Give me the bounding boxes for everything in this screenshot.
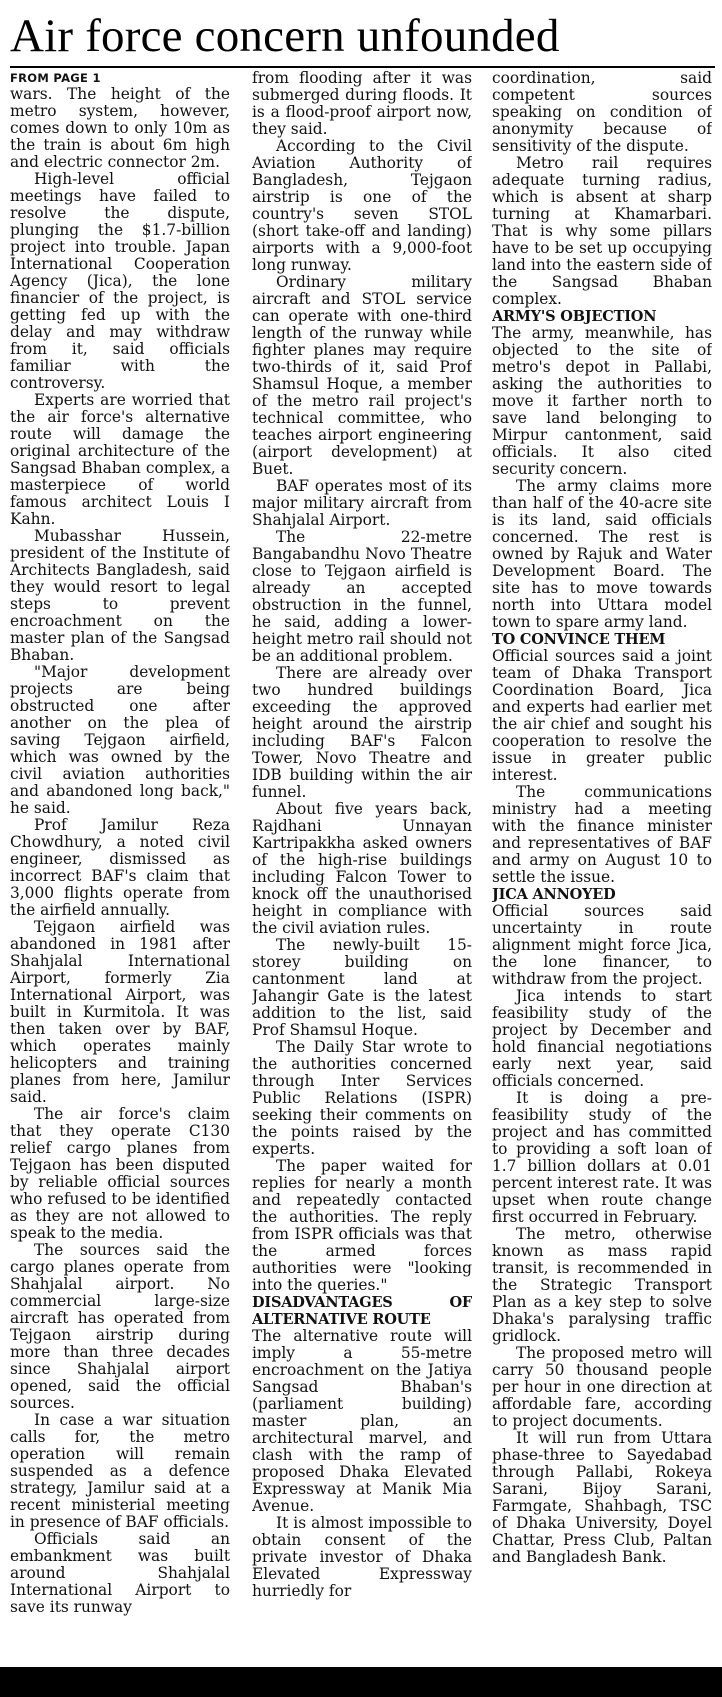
paragraph: Tejgaon airfield was abandoned in 1981 after Shahjalal International Airport, formerly Zia International Airport, was built in Kurmitola. It was then taken over by BAF, which operates mainly helicopters and training planes from here, Jamilur said. (10, 918, 230, 1106)
paragraph: wars. The height of the metro system, however, comes down to only 10m as the train is about 6m high and electric connector 2m. (10, 85, 230, 171)
paragraph: Ordinary military aircraft and STOL service can operate with one-third length of the runway while fighter planes may require two-thirds of it, said Prof Shamsul Hoque, a member of the metro rail project's technical committee, who teaches airport engineering (airport development) at Buet. (252, 273, 472, 478)
paragraph: Jica intends to start feasibility study of the project by December and hold financial negotiations early next year, said officials concerned. (492, 987, 712, 1090)
paragraph: It is almost impossible to obtain consent of the private investor of Dhaka Elevated Expressway hurriedly for (252, 1514, 472, 1600)
paragraph: from flooding after it was submerged during floods. It is a flood-proof airport now, they said. (252, 70, 472, 138)
paragraph: The newly-built 15-storey building on cantonment land at Jahangir Gate is the latest addition to the list, said Prof Shamsul Hoque. (252, 936, 472, 1039)
paragraph: Official sources said uncertainty in route alignment might force Jica, the lone financer, to withdraw from the project. (492, 902, 712, 988)
column-3 (492, 70, 712, 1664)
paragraph: The sources said the cargo planes operate from Shahjalal airport. No commercial large-size aircraft has operated from Tejgaon airstrip during more than three decades since Shahjalal airport opened, said the official sources. (10, 1241, 230, 1412)
headline: Air force concern unfounded (10, 10, 560, 62)
paragraph: It is doing a pre-feasibility study of the project and has committed to providing a soft loan of 1.7 billion dollars at 0.01 percent interest rate. It was upset when route change first occurred in February. (492, 1089, 712, 1226)
paragraph: In case a war situation calls for, the metro operation will remain suspended as a defence strategy, Jamilur said at a recent ministerial meeting in presence of BAF officials. (10, 1411, 230, 1531)
paragraph: The metro, otherwise known as mass rapid transit, is recommended in the Strategic Transport Plan as a key step to solve Dhaka's paralysing traffic gridlock. (492, 1225, 712, 1345)
paragraph: Official sources said a joint team of Dhaka Transport Coordination Board, Jica and experts had earlier met the air chief and sought his cooperation to resolve the issue in greater public interest. (492, 647, 712, 784)
paragraph: The army claims more than half of the 40-acre site is its land, said officials concerned. The rest is owned by Rajuk and Water Development Board. The site has to move towards north into Uttara model town to spare army land. (492, 477, 712, 631)
paragraph: The alternative route will imply a 55-metre encroachment on the Jatiya Sangsad Bhaban's (parliament building) master plan, an architectural marvel, and clash with the ramp of proposed Dhaka Elevated Expressway at Manik Mia Avenue. (252, 1327, 472, 1515)
column-2 (252, 70, 472, 1664)
paragraph: The army, meanwhile, has objected to the site of metro's depot in Pallabi, asking the authorities to move it farther north to save land belonging to Mirpur cantonment, said officials. It also cited security concern. (492, 324, 712, 478)
paragraph: The Daily Star wrote to the authorities concerned through Inter Services Public Relations (ISPR) seeking their comments on the points raised by the experts. (252, 1038, 472, 1158)
bottom-black-bar (0, 1667, 722, 1697)
subheading: TO CONVINCE THEM (492, 631, 666, 648)
paragraph: Metro rail requires adequate turning radius, which is absent at sharp turning at Khamarbari. That is why some pillars have to be set up occupying land into the eastern side of the Sangsad Bhaban complex. (492, 154, 712, 308)
paragraph: coordination, said competent sources speaking on condition of anonymity because of sensitivity of the dispute. (492, 70, 712, 155)
paragraph: It will run from Uttara phase-three to Sayedabad through Pallabi, Rokeya Sarani, Bijoy Sarani, Farmgate, Shahbagh, TSC of Dhaka University, Doyel Chattar, Press Club, Paltan and Bangladesh Bank. (492, 1429, 712, 1566)
paragraph: "Major development projects are being obstructed one after another on the plea of saving Tejgaon airfield, which was owned by the civil aviation authorities and abandoned long back," he said. (10, 663, 230, 817)
paragraph: The air force's claim that they operate C130 relief cargo planes from Tejgaon has been disputed by reliable official sources who refused to be identified as they are not allowed to speak to the media. (10, 1105, 230, 1242)
subheading: JICA ANNOYED (492, 886, 616, 903)
paragraph: About five years back, Rajdhani Unnayan Kartripakkha asked owners of the high-rise buildings including Falcon Tower to knock off the unauthorised height in compliance with the civil aviation rules. (252, 800, 472, 937)
paragraph: The proposed metro will carry 50 thousand people per hour in one direction at affordable fare, according to project documents. (492, 1344, 712, 1430)
paragraph: There are already over two hundred buildings exceeding the approved height around the airstrip including BAF's Falcon Tower, Novo Theatre and IDB building within the air funnel. (252, 664, 472, 801)
paragraph: The 22-metre Bangabandhu Novo Theatre close to Tejgaon airfield is already an accepted obstruction in the funnel, he said, adding a lower-height metro rail should not be an additional problem. (252, 528, 472, 665)
paragraph: Officials said an embankment was built around Shahjalal International Airport to save its runway (10, 1530, 230, 1616)
paragraph: Prof Jamilur Reza Chowdhury, a noted civil engineer, dismissed as incorrect BAF's claim that 3,000 flights operate from the airfield annually. (10, 816, 230, 919)
paragraph: Mubasshar Hussein, president of the Institute of Architects Bangladesh, said they would resort to legal steps to prevent encroachment on the master plan of the Sangsad Bhaban. (10, 527, 230, 664)
subheading: ARMY'S OBJECTION (492, 308, 657, 325)
kicker-from-page-1: FROM PAGE 1 (10, 71, 101, 85)
paragraph: High-level official meetings have failed to resolve the dispute, plunging the $1.7-billion project into trouble. Japan International Cooperation Agency (Jica), the lone financier of the project, is getting fed up with the delay and may withdraw from it, said officials familiar with the controversy. (10, 170, 230, 392)
paragraph: BAF operates most of its major military aircraft from Shahjalal Airport. (252, 477, 472, 529)
column-1 (10, 70, 230, 1664)
headline-rule (10, 66, 715, 68)
paragraph: The communications ministry had a meeting with the finance minister and representatives of BAF and army on August 10 to settle the issue. (492, 783, 712, 886)
paragraph: According to the Civil Aviation Authority of Bangladesh, Tejgaon airstrip is one of the country's seven STOL (short take-off and landing) airports with a 9,000-foot long runway. (252, 137, 472, 274)
paragraph: Experts are worried that the air force's alternative route will damage the original architecture of the Sangsad Bhaban complex, a masterpiece of world famous architect Louis I Kahn. (10, 391, 230, 528)
subheading: DISADVANTAGES OF ALTERNATIVE ROUTE (252, 1294, 472, 1328)
paragraph: The paper waited for replies for nearly a month and repeatedly contacted the authorities. The reply from ISPR officials was that the armed forces authorities were "looking into the queries." (252, 1157, 472, 1294)
